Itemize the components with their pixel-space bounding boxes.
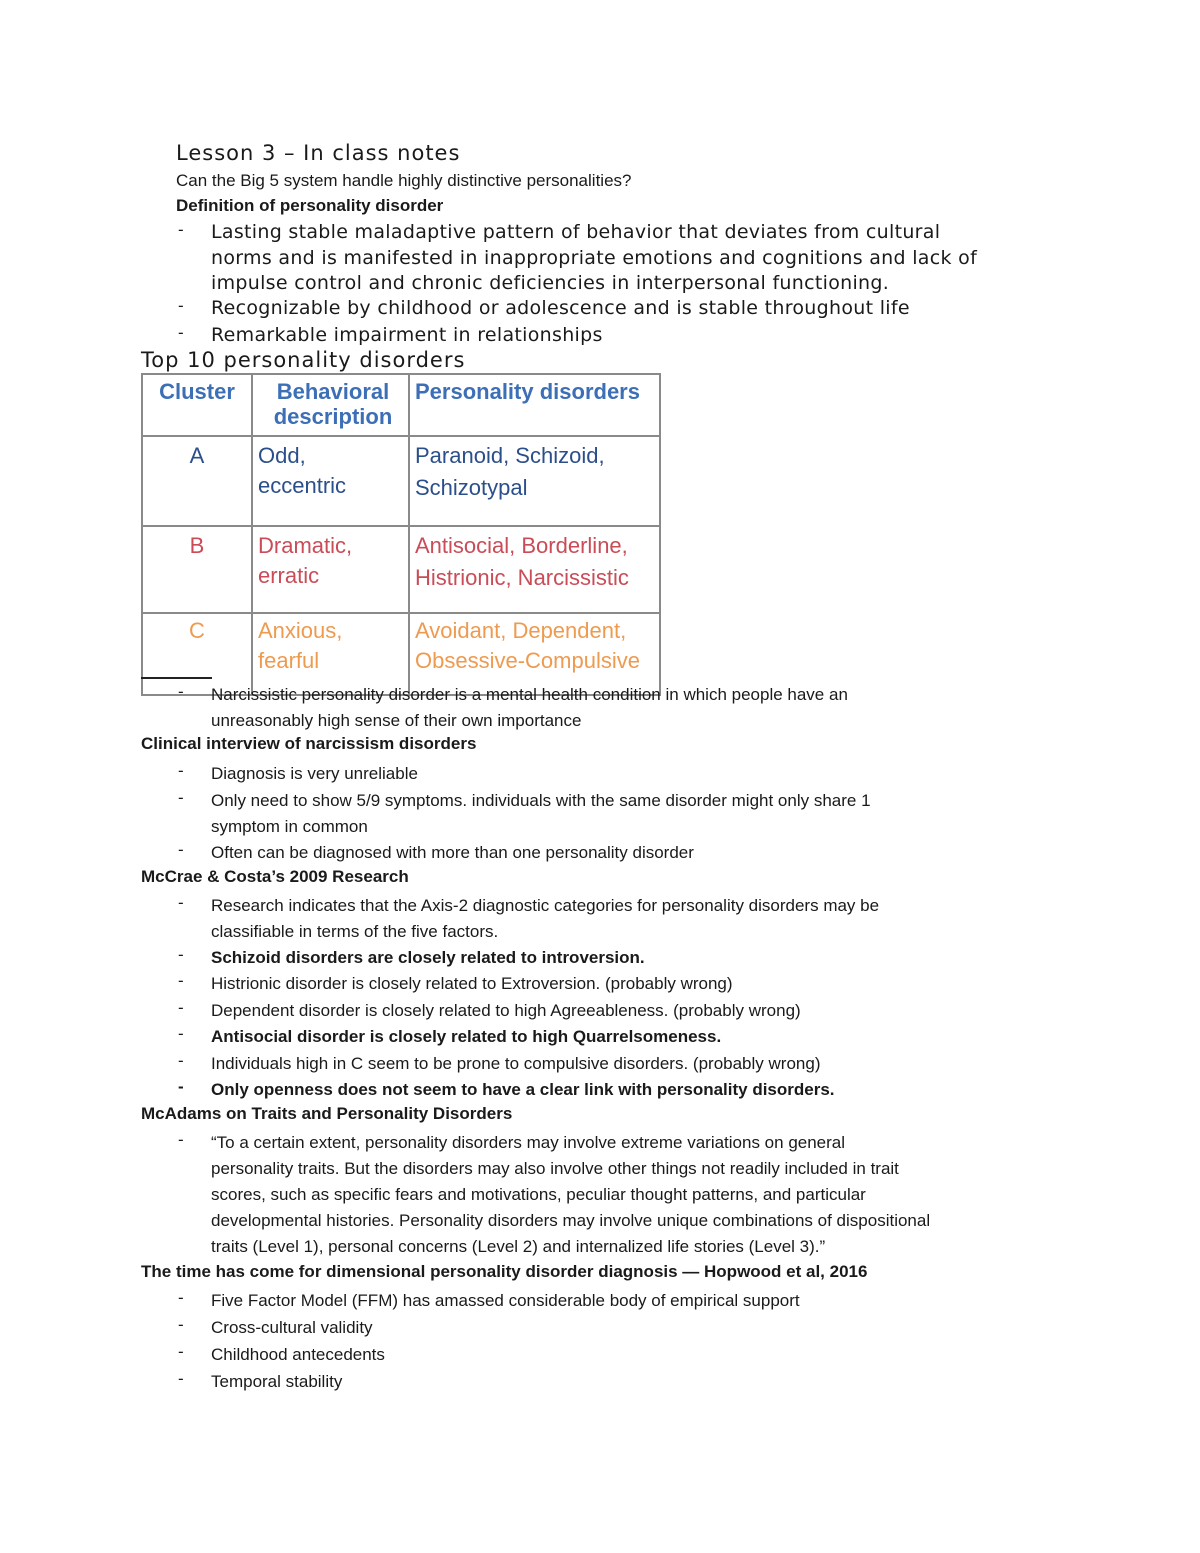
bullet-marker: - (178, 971, 184, 990)
bullet-marker: - (178, 1288, 184, 1307)
hopwood-bullet-2: Cross-cultural validity (211, 1318, 373, 1337)
bullet-marker: - (178, 1051, 184, 1070)
mccrae-bullet-6: Individuals high in C seem to be prone to compulsive disorders. (probably wrong) (211, 1054, 821, 1073)
personality-disorder-table (141, 373, 661, 696)
definition-bullet-2: Recognizable by childhood or adolescence and is stable throughout life (211, 297, 910, 319)
disorders-cell: Avoidant, Dependent, Obsessive-Compulsive (409, 613, 660, 695)
description-cell: Odd, eccentric (252, 436, 409, 526)
clinical-bullet-2: Only need to show 5/9 symptoms. individuals with the same disorder might only share 1 symptom in common (211, 791, 871, 836)
mccrae-bullet-5: Antisocial disorder is closely related to high Quarrelsomeness. (211, 1027, 722, 1046)
narcissistic-note: Narcissistic personality disorder is a mental health condition in which people have an unreasonably high sense of their own importance (211, 685, 848, 730)
definition-heading: Definition of personality disorder (176, 196, 444, 215)
bullet-marker: - (178, 1342, 184, 1361)
definition-bullet-3: Remarkable impairment in relationships (211, 324, 603, 346)
bullet-marker: - (178, 1369, 184, 1388)
bullet-marker: - (178, 1130, 184, 1149)
clinical-bullet-1: Diagnosis is very unreliable (211, 764, 418, 783)
table-underline (141, 677, 212, 679)
mccrae-bullet-2: Schizoid disorders are closely related to introversion. (211, 948, 645, 967)
bullet-marker: - (178, 323, 184, 342)
bullet-marker: - (178, 296, 184, 315)
description-cell: Dramatic, erratic (252, 526, 409, 613)
disorders-cell: Paranoid, Schizoid, Schizotypal (409, 436, 660, 526)
definition-bullet-1: Lasting stable maladaptive pattern of behavior that deviates from cultural norms and is manifested in inappropriate emotions and cognitions and lack of impulse control and chronic deficiencies in interpersonal functioning. (211, 221, 978, 294)
table-row (142, 436, 660, 526)
table-row (142, 526, 660, 613)
bullet-marker: - (178, 998, 184, 1017)
hopwood-bullet-4: Temporal stability (211, 1372, 343, 1391)
bullet-marker: - (178, 761, 184, 780)
bullet-marker: - (178, 1077, 184, 1096)
header-personality-disorders: Personality disorders (409, 374, 660, 436)
description-cell: Anxious, fearful (252, 613, 409, 695)
hopwood-bullet-3: Childhood antecedents (211, 1345, 385, 1364)
cluster-cell: A (142, 436, 252, 526)
header-behavioral-description: Behavioral description (252, 374, 409, 436)
bullet-marker: - (178, 788, 184, 807)
hopwood-heading: The time has come for dimensional personality disorder diagnosis — Hopwood et al, 2016 (141, 1262, 868, 1281)
table-header-row (142, 374, 660, 436)
bullet-marker: - (178, 682, 184, 701)
mccrae-bullet-4: Dependent disorder is closely related to high Agreeableness. (probably wrong) (211, 1001, 801, 1020)
hopwood-bullet-1: Five Factor Model (FFM) has amassed considerable body of empirical support (211, 1291, 800, 1310)
mcadams-heading: McAdams on Traits and Personality Disorders (141, 1104, 513, 1123)
mcadams-quote: “To a certain extent, personality disorders may involve extreme variations on general personality traits. But the disorders may also involve other things not readily included in trait scores, such as specific fears and motivations, peculiar thought patterns, and particular developmental histories. Personality disorders may involve unique combinations of dispositional traits (Level 1), personal concerns (Level 2) and internalized life stories (Level 3).” (211, 1133, 931, 1256)
bullet-marker: - (178, 945, 184, 964)
clinical-heading: Clinical interview of narcissism disorders (141, 734, 477, 753)
bullet-marker: - (178, 220, 184, 239)
lesson-title: Lesson 3 – In class notes (176, 141, 461, 165)
mccrae-heading: McCrae & Costa’s 2009 Research (141, 867, 409, 886)
mccrae-bullet-1: Research indicates that the Axis-2 diagnostic categories for personality disorders may be classifiable in terms of the five factors. (211, 896, 880, 941)
disorders-cell: Antisocial, Borderline, Histrionic, Narcissistic (409, 526, 660, 613)
bullet-marker: - (178, 840, 184, 859)
cluster-cell: C (142, 613, 252, 695)
cluster-cell: B (142, 526, 252, 613)
bullet-marker: - (178, 1024, 184, 1043)
intro-question: Can the Big 5 system handle highly distinctive personalities? (176, 171, 632, 190)
bullet-marker: - (178, 1315, 184, 1334)
mccrae-bullet-7: Only openness does not seem to have a clear link with personality disorders. (211, 1080, 835, 1099)
header-cluster: Cluster (142, 374, 252, 436)
bullet-marker: - (178, 893, 184, 912)
top10-heading: Top 10 personality disorders (141, 348, 466, 372)
mccrae-bullet-3: Histrionic disorder is closely related to Extroversion. (probably wrong) (211, 974, 733, 993)
clinical-bullet-3: Often can be diagnosed with more than one personality disorder (211, 843, 694, 862)
